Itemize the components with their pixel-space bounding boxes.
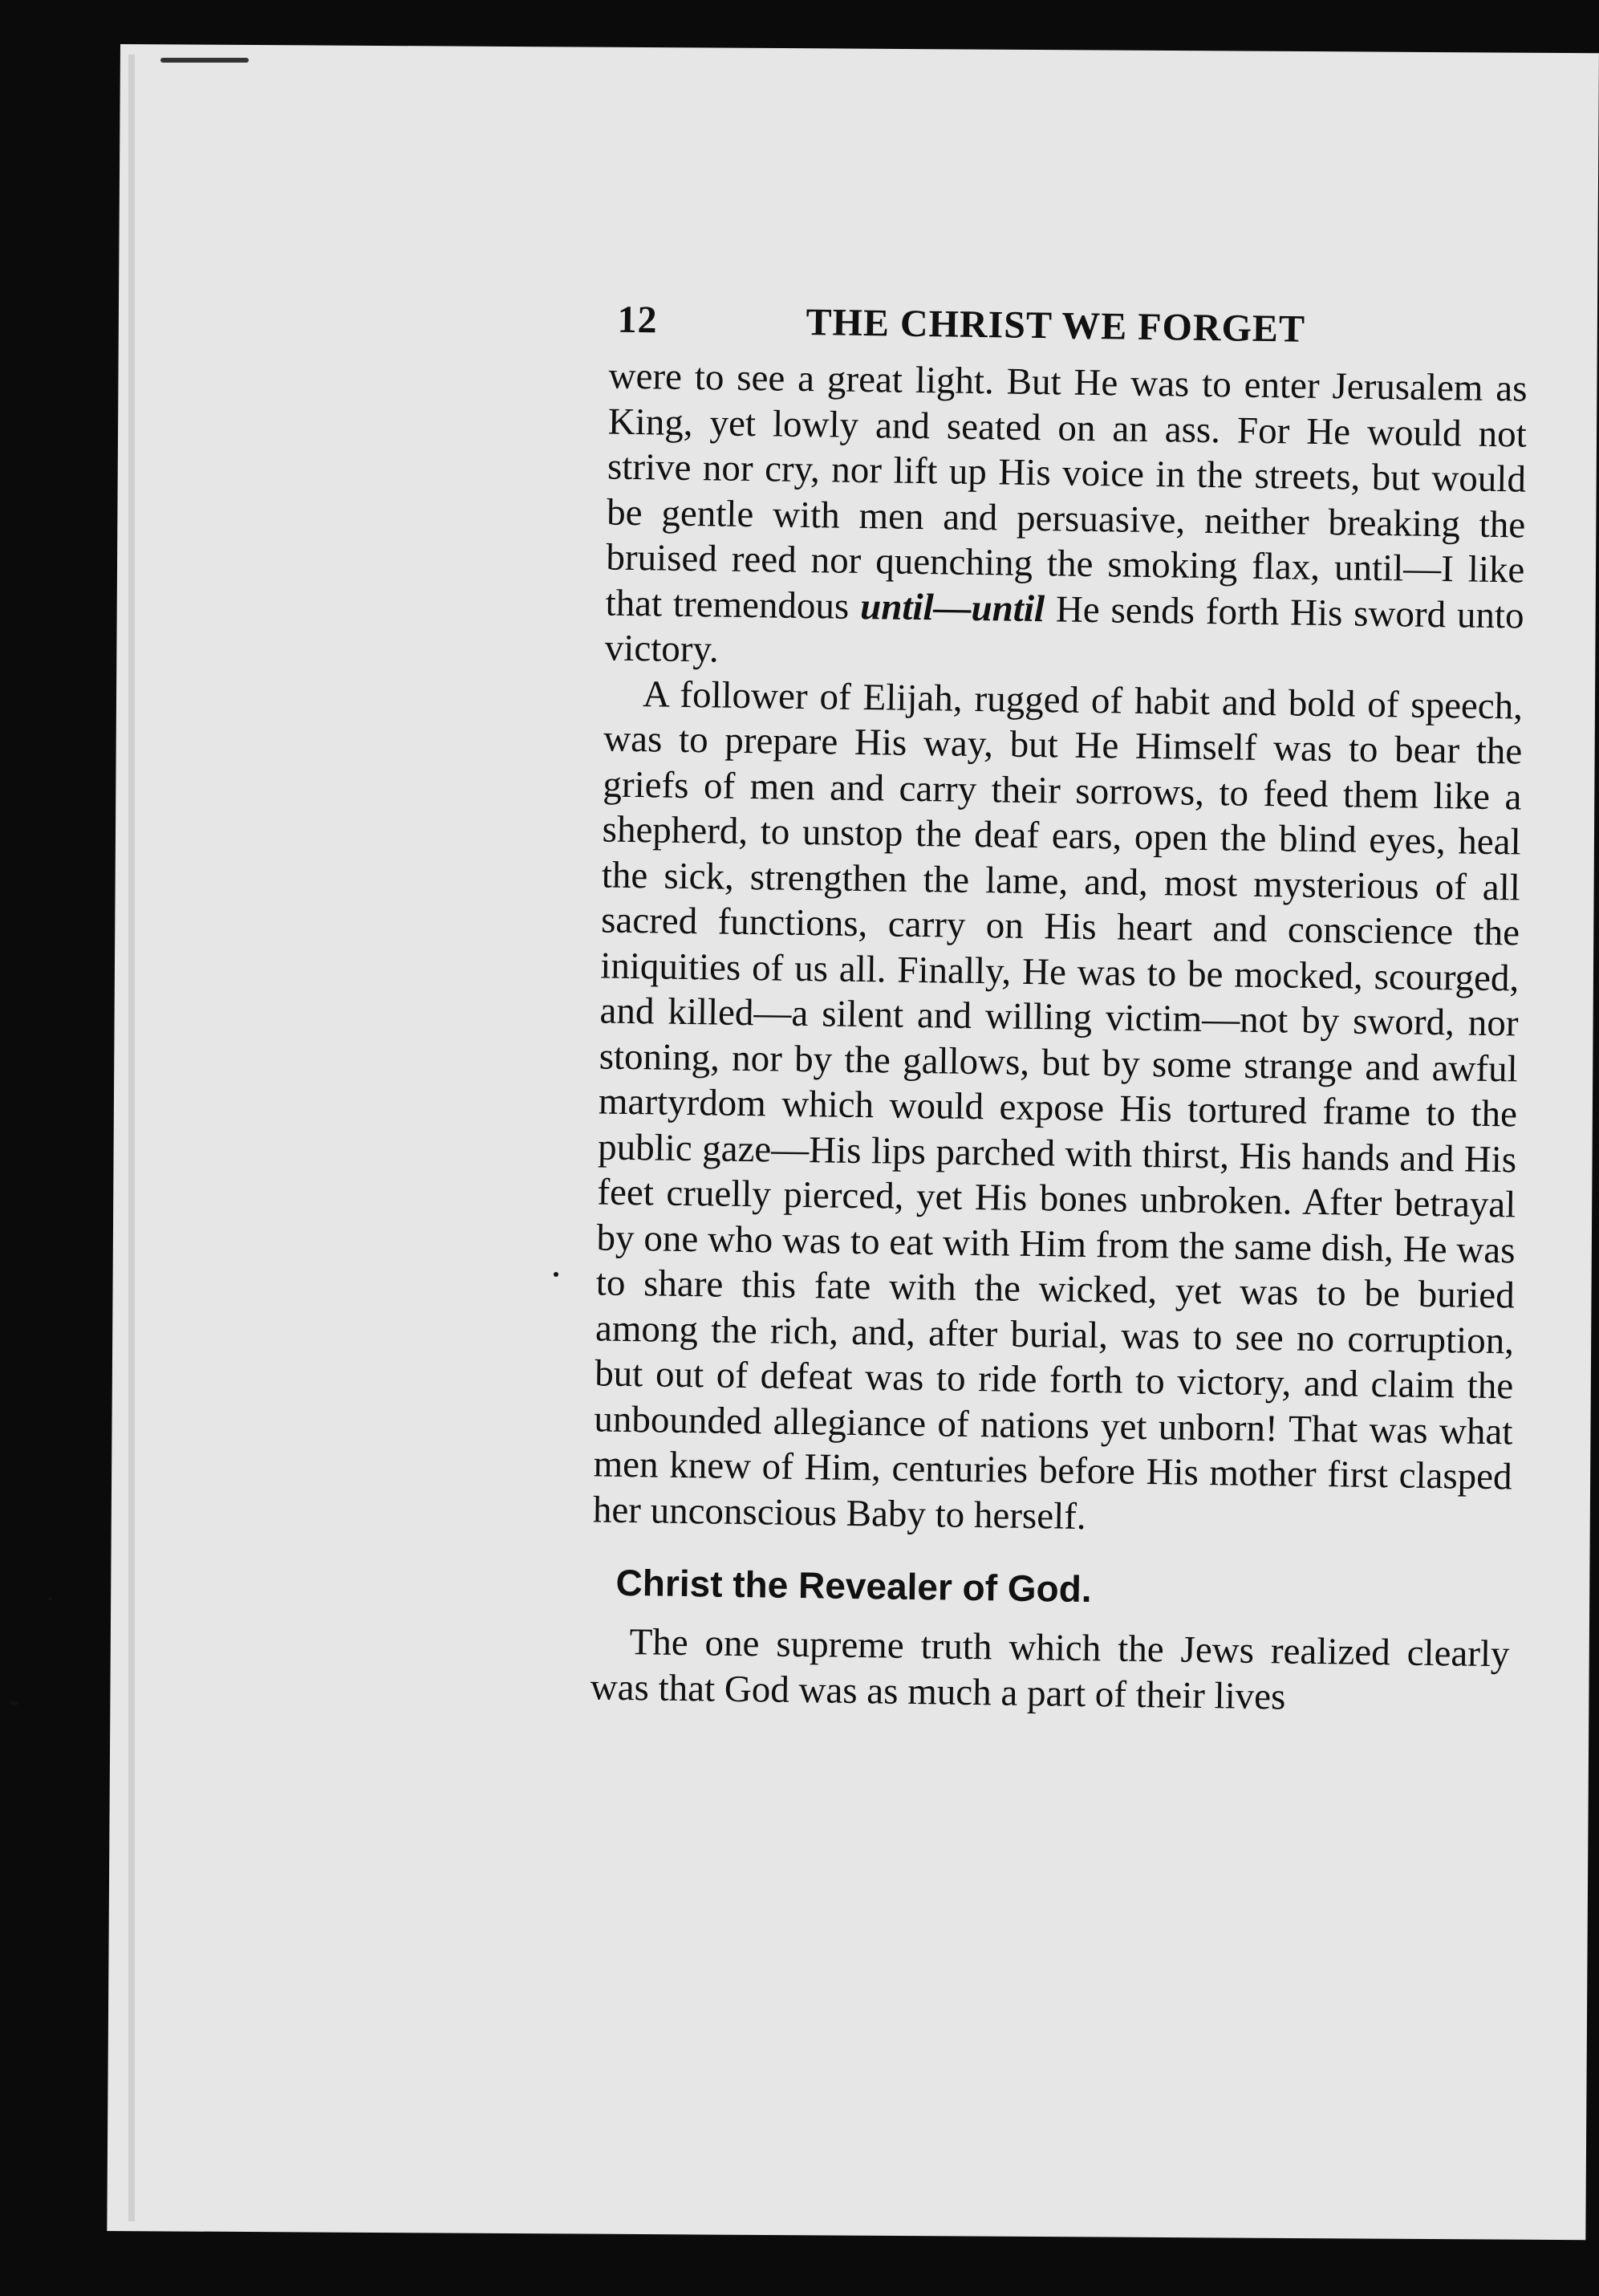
- paragraph-revealer: The one supreme truth which the Jews realized clearly was that God was as much a part of their lives: [590, 1621, 1510, 1717]
- paragraph-prophecy: A follower of Elijah, rugged of habit and bold of speech, was to prepare His way, but He Himself was to bear the griefs of men and carry their sorrows, to feed them like a shepherd, to unstop the deaf ears, open the blind eyes, heal the sick, strengthen the lame, and, most mysterious of all sacred functions, carry on His heart and conscience the iniquities of us all. Finally, He was to be mocked, scourged, and killed—a silent and willing victim—not by sword, nor stoning, nor by the gallows, but by some strange and awful martyrdom which would expose His tortured frame to the public gaze—His lips parched with thirst, His hands and His feet cruelly pierced, yet His bones unbroken. After betrayal by one who was to eat with Him from the same dish, He was to share this fate with the wicked, yet was to be buried among the rich, and, after burial, was to see no corruption, but out of defeat was to ride forth to victory, and claim the unbounded allegiance of nations yet unborn! That was what men knew of Him, centuries before His mother first clasped her unconscious Baby to herself.: [592, 673, 1524, 1538]
- scan-speck: [48, 1597, 52, 1601]
- page-number: 12: [617, 298, 658, 342]
- running-title: THE CHRIST WE FORGET: [806, 300, 1306, 351]
- scan-speck: [554, 1272, 558, 1277]
- page-edge-shadow: [128, 55, 135, 2221]
- italic-emphasis: until—until: [859, 585, 1045, 630]
- section-heading: Christ the Revealer of God.: [615, 1561, 1092, 1611]
- paragraph-text: He sends forth His sword unto victory.: [604, 587, 1524, 671]
- paragraph-continued: [573, 353, 1528, 684]
- scan-speck: [10, 1701, 19, 1705]
- scan-artifact-mark: [160, 58, 249, 63]
- book-page-text: [558, 297, 1528, 1722]
- paragraph-text: were to see a great light. But He was to enter Jerusalem as King, yet lowly and seated on an ass. For He would not strive nor cry, nor lift up His voice in the streets, but would be gentle with men and persuasive, neither breaking the bruised reed nor quenching the smoking flax, until—I like that tremendous: [605, 355, 1528, 628]
